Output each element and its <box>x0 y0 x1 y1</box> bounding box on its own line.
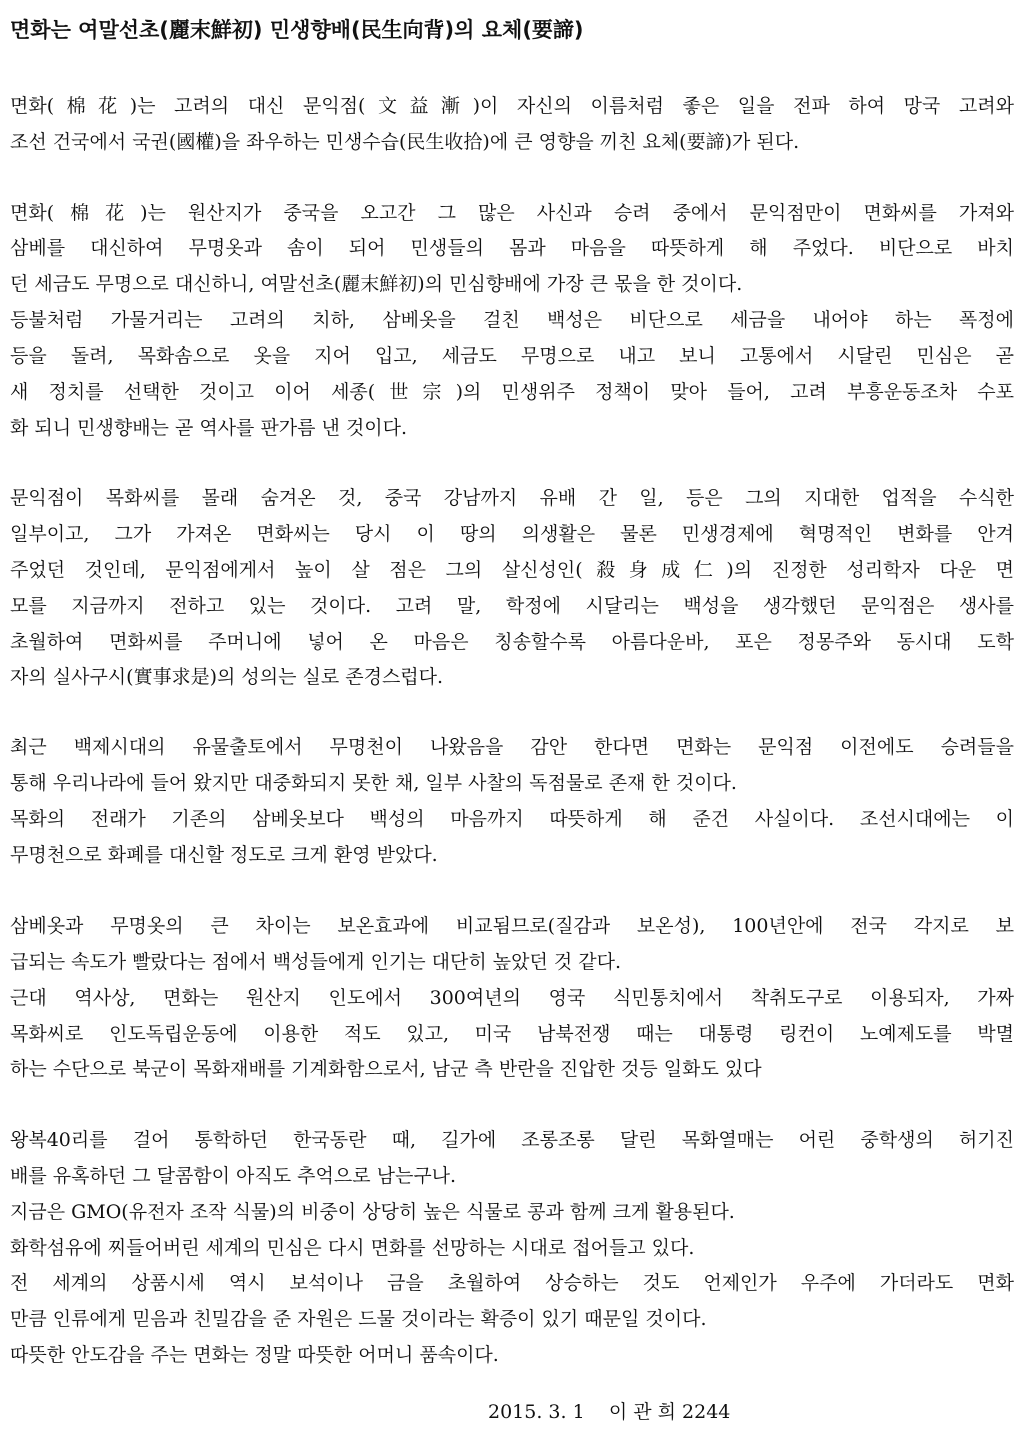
text-line: 하는 수단으로 북군이 목화재배를 기계화함으로서, 남군 측 반란을 진압한 것등 일화도 있다 <box>10 1058 762 1080</box>
text-line: 던 세금도 무명으로 대신하니, 여말선초(麗末鮮初)의 민심향배에 가장 큰 몫을 한 것이다. <box>10 273 743 295</box>
text-line: 목화의 전래가 기존의 삼베옷보다 백성의 마음까지 따뜻하게 해 준건 사실이다. 조선시대에는 이 <box>10 808 1014 830</box>
text-line: 일부이고, 그가 가져온 면화씨는 당시 이 땅의 의생활은 물론 민생경제에 혁명적인 변화를 안겨 <box>10 523 1014 545</box>
text-line: 주었던 것인데, 문익점에게서 높이 살 점은 그의 살신성인(殺身成仁)의 진정한 성리학자 다운 면 <box>10 559 1014 581</box>
text-line: 문익점이 목화씨를 몰래 숨겨온 것, 중국 강남까지 유배 간 일, 등은 그의 지대한 업적을 수식한 <box>10 487 1014 509</box>
text-line: 만큼 인류에게 믿음과 친밀감을 준 자원은 드물 것이라는 확증이 있기 때문일 것이다. <box>10 1308 707 1330</box>
date-and-author-signature: 2015. 3. 1 이 관 희 2244 <box>488 1401 731 1423</box>
text-line: 면화(棉花)는 고려의 대신 문익점(文益漸)이 자신의 이름처럼 좋은 일을 전파 하여 망국 고려와 <box>10 95 1014 117</box>
text-line: 급되는 속도가 빨랐다는 점에서 백성들에게 인기는 대단히 높았던 것 같다. <box>10 951 622 973</box>
text-line: 배를 유혹하던 그 달콤함이 아직도 추억으로 남는구나. <box>10 1165 457 1187</box>
text-line: 목화씨로 인도독립운동에 이용한 적도 있고, 미국 남북전쟁 때는 대통령 링컨이 노예제도를 박멸 <box>10 1023 1014 1045</box>
text-line: 따뜻한 안도감을 주는 면화는 정말 따뜻한 어머니 품속이다. <box>10 1344 499 1366</box>
text-line: 삼베옷과 무명옷의 큰 차이는 보온효과에 비교됨므로(질감과 보온성), 100년안에 전국 각지로 보 <box>10 915 1014 937</box>
text-line: 초월하여 면화씨를 주머니에 넣어 온 마음은 칭송할수록 아름다운바, 포은 정몽주와 동시대 도학 <box>10 631 1014 653</box>
text-line: 최근 백제시대의 유물출토에서 무명천이 나왔음을 감안 한다면 면화는 문익점 이전에도 승려들을 <box>10 736 1014 758</box>
text-line: 새 정치를 선택한 것이고 이어 세종(世宗)의 민생위주 정책이 맞아 들어, 고려 부흥운동조차 수포 <box>10 381 1014 403</box>
text-line: 화학섬유에 찌들어버린 세계의 민심은 다시 면화를 선망하는 시대로 접어들고 있다. <box>10 1237 695 1259</box>
document-title: 면화는 여말선초(麗末鮮初) 민생향배(民生向背)의 요체(要諦) <box>10 18 584 42</box>
text-line: 모를 지금까지 전하고 있는 것이다. 고려 말, 학정에 시달리는 백성을 생각했던 문익점은 생사를 <box>10 595 1014 617</box>
text-line: 등을 돌려, 목화솜으로 옷을 지어 입고, 세금도 무명으로 내고 보니 고통에서 시달린 민심은 곧 <box>10 345 1014 367</box>
text-line: 전 세계의 상품시세 역시 보석이나 금을 초월하여 상승하는 것도 언제인가 우주에 가더라도 면화 <box>10 1272 1014 1294</box>
text-line: 무명천으로 화폐를 대신할 정도로 크게 환영 받았다. <box>10 844 438 866</box>
text-line: 통해 우리나라에 들어 왔지만 대중화되지 못한 채, 일부 사찰의 독점물로 존재 한 것이다. <box>10 772 737 794</box>
text-line: 왕복40리를 걸어 통학하던 한국동란 때, 길가에 조롱조롱 달린 목화열매는 어린 중학생의 허기진 <box>10 1129 1014 1151</box>
text-line: 지금은 GMO(유전자 조작 식물)의 비중이 상당히 높은 식물로 콩과 함께 크게 활용된다. <box>10 1201 735 1223</box>
text-line: 조선 건국에서 국권(國權)을 좌우하는 민생수습(民生收拾)에 큰 영향을 끼친 요체(要諦)가 된다. <box>10 131 800 153</box>
text-line: 면화(棉花)는 원산지가 중국을 오고간 그 많은 사신과 승려 중에서 문익점만이 면화씨를 가져와 <box>10 202 1014 224</box>
text-line: 화 되니 민생향배는 곧 역사를 판가름 낸 것이다. <box>10 417 408 439</box>
text-line: 등불처럼 가물거리는 고려의 치하, 삼베옷을 걸친 백성은 비단으로 세금을 내어야 하는 폭정에 <box>10 309 1014 331</box>
text-line: 자의 실사구시(實事求是)의 성의는 실로 존경스럽다. <box>10 666 444 688</box>
text-line: 근대 역사상, 면화는 원산지 인도에서 300여년의 영국 식민통치에서 착취도구로 이용되자, 가짜 <box>10 987 1014 1009</box>
text-line: 삼베를 대신하여 무명옷과 솜이 되어 민생들의 몸과 마음을 따뜻하게 해 주었다. 비단으로 바치 <box>10 237 1014 259</box>
